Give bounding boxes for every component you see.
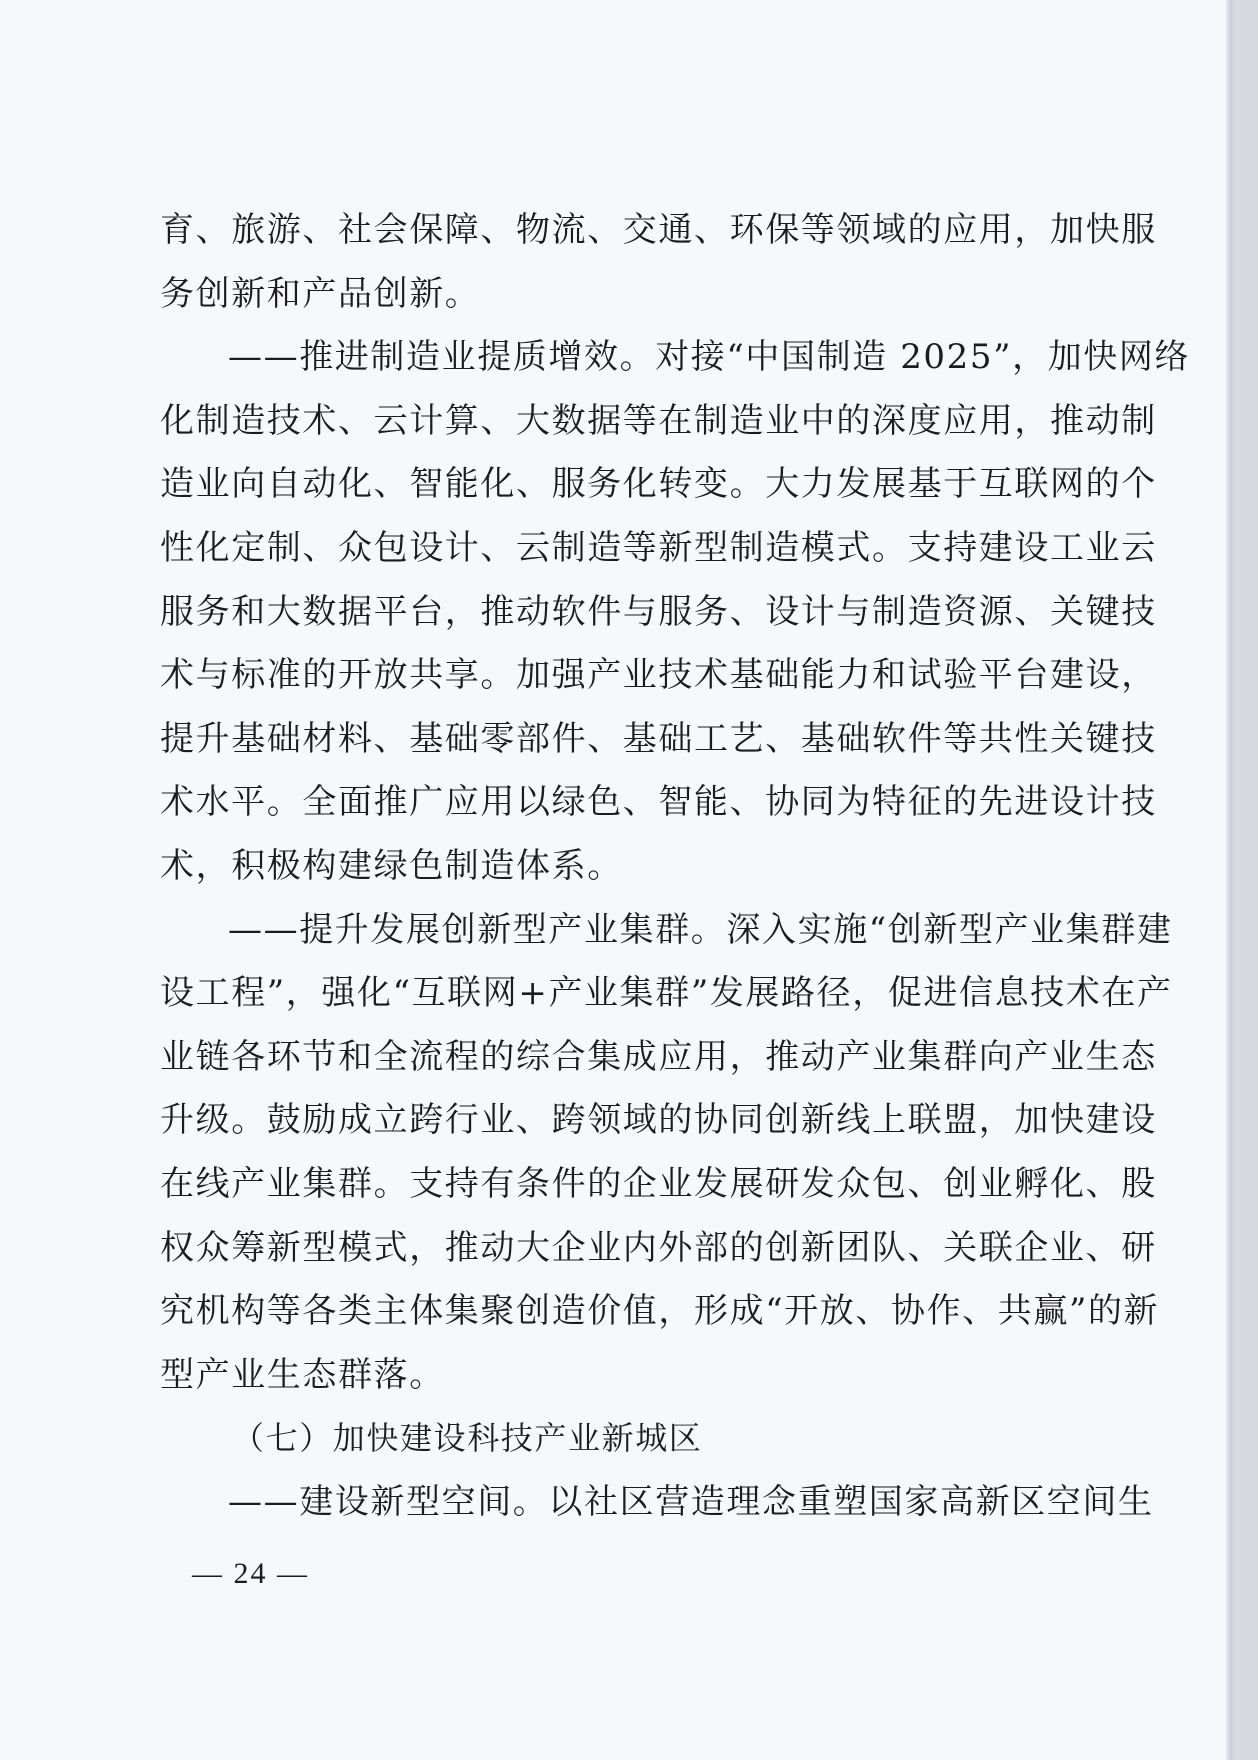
text-line: 术与标准的开放共享。加强产业技术基础能力和试验平台建设，	[160, 655, 1157, 696]
text-line: 育、旅游、社会保障、物流、交通、环保等领域的应用，加快服	[160, 210, 1157, 250]
text-line: 服务和大数据平台，推动软件与服务、设计与制造资源、关键技	[160, 591, 1157, 632]
text-line: ——提升发展创新型产业集群。深入实施“创新型产业集群建	[228, 909, 1173, 950]
text-line: 型产业生态群落。	[160, 1354, 445, 1395]
text-line: 在线产业集群。支持有条件的企业发展研发众包、创业孵化、股	[160, 1163, 1157, 1204]
text-line: 升级。鼓励成立跨行业、跨领域的协同创新线上联盟，加快建设	[160, 1100, 1157, 1141]
text-line: 究机构等各类主体集聚创造价值，形成“开放、协作、共赢”的新	[160, 1291, 1160, 1332]
page-number: — 24 —	[192, 1557, 309, 1590]
body-text	[160, 199, 1191, 1534]
text-line: 权众筹新型模式，推动大企业内外部的创新团队、关联企业、研	[160, 1227, 1157, 1268]
text-line: 术，积极构建绿色制造体系。	[160, 845, 623, 886]
text-line: 造业向自动化、智能化、服务化转变。大力发展基于互联网的个	[160, 464, 1157, 505]
section-heading: （七）加快建设科技产业新城区	[232, 1419, 703, 1458]
text-line: 性化定制、众包设计、云制造等新型制造模式。支持建设工业云	[160, 527, 1157, 568]
text-line: 术水平。全面推广应用以绿色、智能、协同为特征的先进设计技	[160, 782, 1157, 823]
text-line: 化制造技术、云计算、大数据等在制造业中的深度应用，推动制	[160, 400, 1157, 441]
text-line: 务创新和产品创新。	[160, 273, 481, 314]
text-line: 设工程”，强化“互联网+产业集群”发展路径，促进信息技术在产	[160, 973, 1173, 1014]
text-line: ——推进制造业提质增效。对接“中国制造 2025”，加快网络	[228, 337, 1191, 378]
text-line: 业链各环节和全流程的综合集成应用，推动产业集群向产业生态	[160, 1036, 1157, 1077]
text-line: 提升基础材料、基础零部件、基础工艺、基础软件等共性关键技	[160, 718, 1157, 759]
text-line: ——建设新型空间。以社区营造理念重塑国家高新区空间生	[228, 1481, 1154, 1522]
